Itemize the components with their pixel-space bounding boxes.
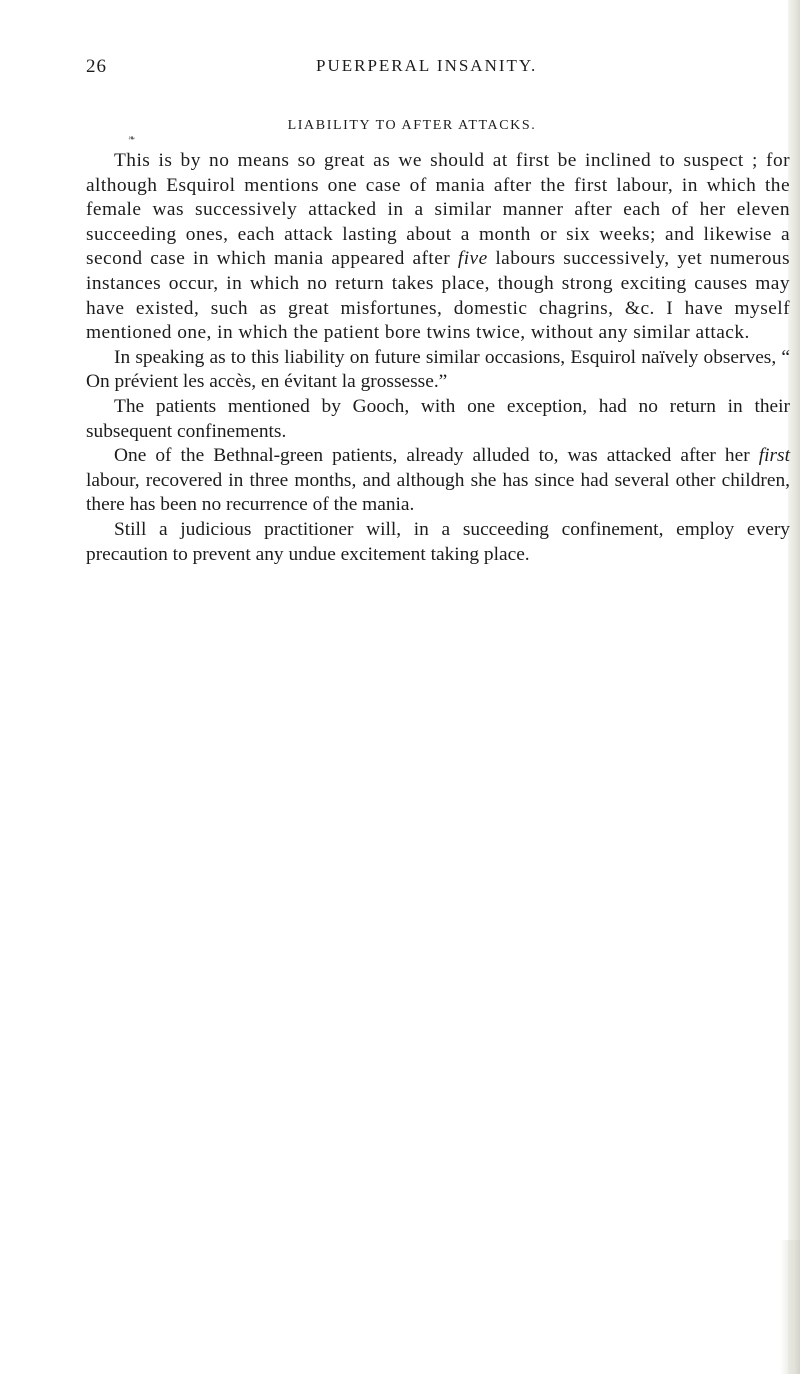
- paragraph-1-italic: five: [457, 248, 488, 270]
- section-title: LIABILITY TO AFTER ATTACKS.: [287, 118, 537, 133]
- paragraph-3: The patients mentioned by Gooch, with one exception, had no return in their subsequent confinements.: [86, 395, 790, 442]
- paragraph-4: [86, 444, 790, 518]
- paragraph-4-text-a: One of the Bethnal-green patients, already alluded to, was attacked after her: [114, 445, 759, 467]
- page-number: 26: [86, 56, 107, 77]
- body-text: [86, 149, 790, 567]
- paragraph-1-text-b: labours successively, yet numerous instances occur, in which no return takes place, though strong exciting causes may have existed, such as great misfortunes, domestic chagrins, &c. I have myself mentioned one, in which the patient bore twins twice, without any similar attack.: [86, 248, 790, 344]
- running-head: [0, 56, 800, 86]
- printer-mark-icon: ❧: [128, 134, 136, 144]
- page-corner-shadow: [780, 1240, 800, 1374]
- paragraph-4-text-b: labour, recovered in three months, and although she has since had several other children, there has been no recurrence of the mania.: [86, 469, 790, 516]
- paragraph-2: In speaking as to this liability on future similar occasions, Esquirol naïvely observes, “ On prévient les accès, en évitant la grossesse.”: [86, 346, 790, 393]
- paragraph-1: [86, 149, 790, 346]
- paragraph-4-italic: first: [758, 445, 790, 467]
- running-title: PUERPERAL INSANITY.: [316, 56, 538, 75]
- paragraph-5: Still a judicious practitioner will, in a succeeding confinement, employ every precaution to prevent any undue excitement taking place.: [86, 518, 790, 565]
- paragraph-1-text-a: This is by no means so great as we should at first be inclined to suspect ; for although Esquirol mentions one case of mania after the first labour, in which the female was successively attacked in a similar manner after each of her eleven succeeding ones, each attack lasting about a month or six weeks; and likewise a second case in which mania appeared after: [86, 150, 790, 270]
